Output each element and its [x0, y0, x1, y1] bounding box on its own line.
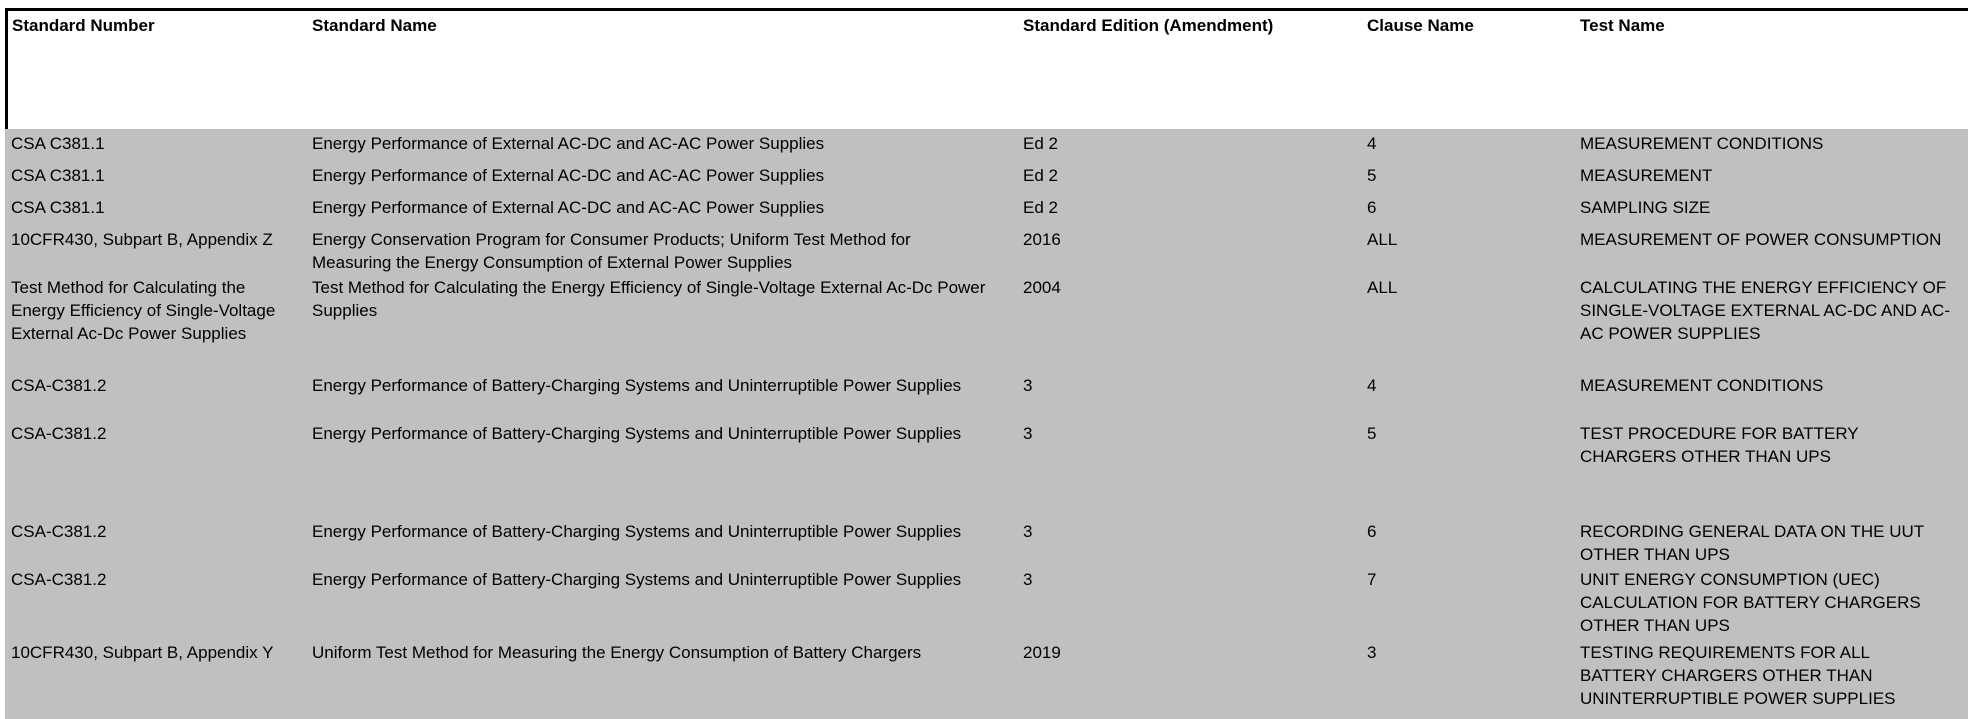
cell-clause[interactable]: 5: [1367, 424, 1377, 443]
cell-clause[interactable]: 4: [1367, 134, 1377, 153]
cell-standard-number[interactable]: CSA-C381.2: [11, 522, 107, 541]
cell-clause[interactable]: 6: [1367, 198, 1377, 217]
cell-standard-number[interactable]: CSA C381.1: [11, 134, 105, 153]
header-clause-name[interactable]: Clause Name: [1367, 16, 1474, 35]
table-row[interactable]: [5, 371, 1968, 419]
cell-standard-name[interactable]: Energy Performance of Battery-Charging Systems and Uninterruptible Power Supplies: [312, 570, 962, 589]
cell-standard-name[interactable]: Energy Performance of Battery-Charging Systems and Uninterruptible Power Supplies: [312, 424, 962, 443]
header-standard-name[interactable]: Standard Name: [312, 16, 437, 35]
cell-test-name[interactable]: RECORDING GENERAL DATA ON THE UUT OTHER THAN UPS: [1580, 522, 1924, 564]
header-standard-edition[interactable]: Standard Edition (Amendment): [1023, 16, 1274, 35]
table-row[interactable]: [5, 225, 1968, 273]
cell-clause[interactable]: 7: [1367, 570, 1377, 589]
cell-edition[interactable]: Ed 2: [1023, 166, 1058, 185]
cell-standard-name[interactable]: Uniform Test Method for Measuring the Energy Consumption of Battery Chargers: [312, 643, 922, 662]
cell-standard-name[interactable]: Test Method for Calculating the Energy Efficiency of Single-Voltage External Ac-Dc Power Supplies: [312, 278, 986, 320]
header-test-name[interactable]: Test Name: [1580, 16, 1665, 35]
cell-clause[interactable]: ALL: [1367, 230, 1398, 249]
cell-standard-number[interactable]: 10CFR430, Subpart B, Appendix Z: [11, 230, 273, 249]
table-body: [5, 129, 1968, 719]
cell-standard-number[interactable]: 10CFR430, Subpart B, Appendix Y: [11, 643, 274, 662]
cell-edition[interactable]: 3: [1023, 376, 1033, 395]
table-row[interactable]: [5, 273, 1968, 371]
cell-edition[interactable]: 2004: [1023, 278, 1061, 297]
cell-standard-name[interactable]: Energy Performance of External AC-DC and AC-AC Power Supplies: [312, 198, 825, 217]
cell-standard-number[interactable]: CSA C381.1: [11, 198, 105, 217]
cell-test-name[interactable]: TESTING REQUIREMENTS FOR ALL BATTERY CHARGERS OTHER THAN UNINTERRUPTIBLE POWER SUPPLIES: [1580, 643, 1896, 708]
cell-test-name[interactable]: UNIT ENERGY CONSUMPTION (UEC) CALCULATION FOR BATTERY CHARGERS OTHER THAN UPS: [1580, 570, 1921, 635]
cell-edition[interactable]: 2016: [1023, 230, 1061, 249]
cell-clause[interactable]: 4: [1367, 376, 1377, 395]
cell-clause[interactable]: 6: [1367, 522, 1377, 541]
cell-clause[interactable]: ALL: [1367, 278, 1398, 297]
cell-standard-name[interactable]: Energy Conservation Program for Consumer Products; Uniform Test Method for Measuring the Energy Consumption of External Power Supplies: [312, 230, 911, 272]
table-row[interactable]: [5, 517, 1968, 565]
cell-standard-number[interactable]: CSA-C381.2: [11, 570, 107, 589]
cell-standard-number[interactable]: CSA-C381.2: [11, 424, 107, 443]
cell-standard-number[interactable]: Test Method for Calculating the Energy Efficiency of Single-Voltage External Ac-Dc Power Supplies: [11, 278, 276, 343]
cell-test-name[interactable]: MEASUREMENT: [1580, 166, 1713, 185]
cell-standard-name[interactable]: Energy Performance of Battery-Charging Systems and Uninterruptible Power Supplies: [312, 376, 962, 395]
table-header: [5, 8, 1968, 129]
table-row[interactable]: [5, 129, 1968, 161]
cell-edition[interactable]: Ed 2: [1023, 198, 1058, 217]
cell-clause[interactable]: 3: [1367, 643, 1377, 662]
cell-edition[interactable]: 3: [1023, 424, 1033, 443]
cell-test-name[interactable]: TEST PROCEDURE FOR BATTERY CHARGERS OTHER THAN UPS: [1580, 424, 1859, 466]
cell-edition[interactable]: 3: [1023, 522, 1033, 541]
table-row[interactable]: [5, 565, 1968, 638]
cell-edition[interactable]: Ed 2: [1023, 134, 1058, 153]
cell-edition[interactable]: 3: [1023, 570, 1033, 589]
cell-test-name[interactable]: CALCULATING THE ENERGY EFFICIENCY OF SINGLE-VOLTAGE EXTERNAL AC-DC AND AC-AC POWER SUPPLIES: [1580, 278, 1950, 343]
header-standard-number[interactable]: Standard Number: [12, 16, 155, 35]
table-row[interactable]: [5, 161, 1968, 193]
cell-test-name[interactable]: MEASUREMENT OF POWER CONSUMPTION: [1580, 230, 1942, 249]
cell-test-name[interactable]: MEASUREMENT CONDITIONS: [1580, 134, 1824, 153]
cell-clause[interactable]: 5: [1367, 166, 1377, 185]
cell-standard-number[interactable]: CSA-C381.2: [11, 376, 107, 395]
cell-edition[interactable]: 2019: [1023, 643, 1061, 662]
cell-standard-name[interactable]: Energy Performance of Battery-Charging Systems and Uninterruptible Power Supplies: [312, 522, 962, 541]
table-row[interactable]: [5, 419, 1968, 517]
table-row[interactable]: [5, 193, 1968, 225]
cell-test-name[interactable]: SAMPLING SIZE: [1580, 198, 1711, 217]
cell-standard-number[interactable]: CSA C381.1: [11, 166, 105, 185]
cell-standard-name[interactable]: Energy Performance of External AC-DC and AC-AC Power Supplies: [312, 134, 825, 153]
cell-standard-name[interactable]: Energy Performance of External AC-DC and AC-AC Power Supplies: [312, 166, 825, 185]
table-row[interactable]: [5, 638, 1968, 719]
cell-test-name[interactable]: MEASUREMENT CONDITIONS: [1580, 376, 1824, 395]
